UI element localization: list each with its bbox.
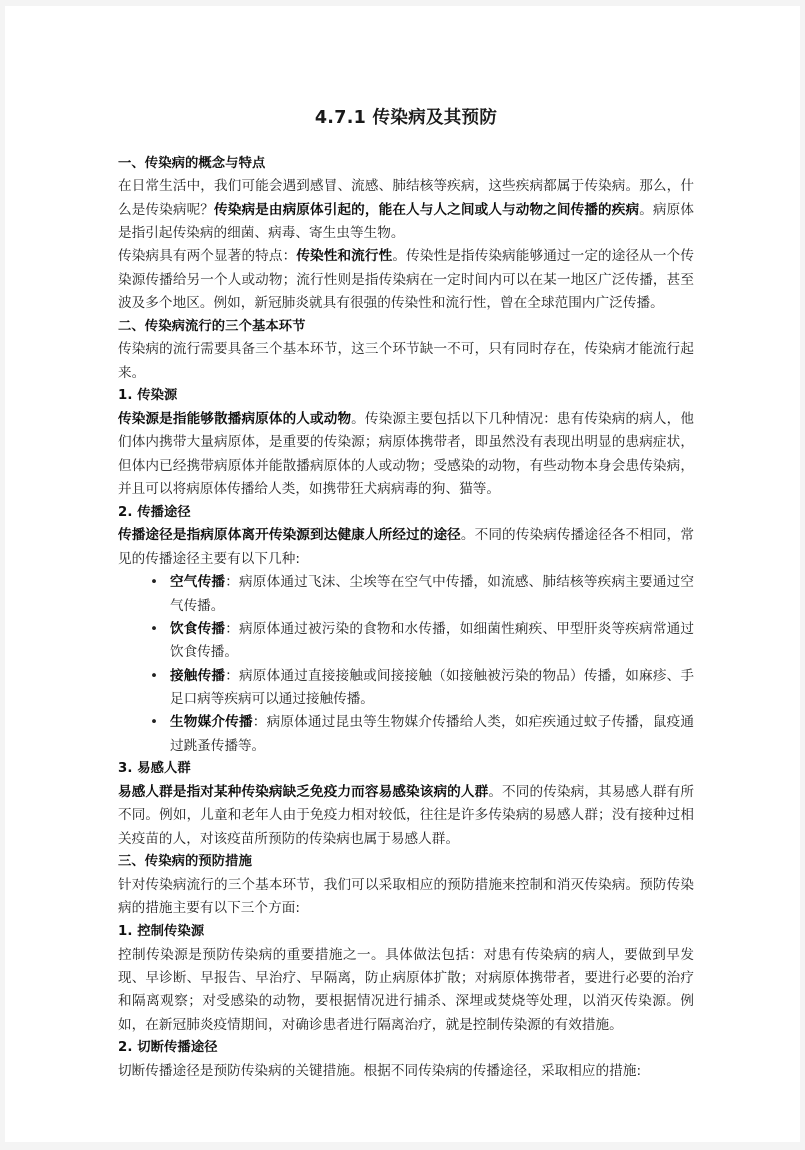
subsection-heading: 3. 易感人群 [118,761,191,777]
body-text: 切断传播途径是预防传染病的关键措施。根据不同传染病的传播途径，采取相应的措施: [118,1063,642,1079]
list-item-text: ：病原体通过飞沫、尘埃等在空气中传播，如流感、肺结核等疾病主要通过空气传播。 [170,574,695,614]
list-item-text: ：病原体通过昆虫等生物媒介传播给人类，如疟疾通过蚊子传播，鼠疫通过跳蚤传播等。 [170,714,695,754]
paragraph [118,524,694,571]
body-text: 在日常生活中，我们可能会遇到感冒、流感、肺结核等疾病，这些疾病都属于传染病。那么，什么是传染病呢？ [118,178,694,218]
subsection-heading: 2. 传播途径 [118,504,191,520]
body-text: 。病原体是指引起传染病的细菌、病毒、寄生虫等生物。 [118,201,694,242]
list-item [118,618,694,665]
list-item-text: ：病原体通过直接接触或间接接触（如接触被污染的物品）传播，如麻疹、手足口病等疾病可以通过接触传播。 [170,667,695,708]
bullet-dot-icon: • [150,574,159,591]
body-text: 控制传染源是预防传染病的重要措施之一。具体做法包括：对患有传染病的病人，要做到早发现、早诊断、早报告、早治疗、早隔离，防止病原体扩散；对病原体携带者，要进行必要的治疗和隔离观察；对受感染的动物，要根据情况进行捕杀、深埋或焚烧等处理，以消灭传染源。例如，在新冠肺炎疫情期间，对确诊患者进行隔离治疗，就是控制传染源的有效措施。 [118,946,694,1033]
subsection-heading: 1. 控制传染源 [118,923,205,939]
list-item-text: ：病原体通过被污染的食物和水传播，如细菌性痢疾、甲型肝炎等疾病常通过饮食传播。 [170,620,695,661]
bullet-dot-icon: • [150,714,159,731]
bullet-dot-icon: • [150,667,159,684]
emphasis-text: 易感人群是指对某种传染病缺乏免疫力而容易感染该病的人群 [118,784,489,801]
document-page [5,6,800,1142]
emphasis-text: 传播途径是指病原体离开传染源到达健康人所经过的途径 [118,527,461,544]
body-text: 传染病具有两个显著的特点： [118,248,297,265]
list-item-term: 生物媒介传播 [170,714,253,731]
section-heading: 二、传染病流行的三个基本环节 [118,318,306,334]
paragraph [118,1060,694,1083]
list-item-term: 接触传播 [170,667,226,684]
paragraph [118,175,694,245]
document-body [118,153,694,1084]
subsection-heading: 1. 传染源 [118,388,178,404]
emphasis-text: 传染源是指能够散播病原体的人或动物 [118,411,352,428]
emphasis-text: 传染性和流行性 [296,248,393,265]
list-item [118,665,694,712]
bullet-dot-icon: • [150,620,159,637]
list-item [118,711,694,758]
page-title: 4.7.1 传染病及其预防 [314,108,498,128]
body-text: 传染病的流行需要具备三个基本环节，这三个环节缺一不可，只有同时存在，传染病才能流行起来。 [118,341,694,381]
section-heading: 一、传染病的概念与特点 [118,155,266,171]
document-content [118,106,694,1083]
paragraph [118,408,694,502]
subsection-heading: 2. 切断传播途径 [118,1040,218,1056]
section-heading: 三、传染病的预防措施 [118,854,252,870]
list-item-term: 空气传播 [170,574,226,591]
body-text: 。不同的传染病，其易感人群有所不同。例如，儿童和老年人由于免疫力相对较低，往往是许多传染病的易感人群；没有接种过相关疫苗的人，对该疫苗所预防的传染病也属于易感人群。 [118,784,694,847]
list-item-term: 饮食传播 [170,620,226,637]
body-text: 。传染性是指传染病能够通过一定的途径从一个传染源传播给另一个人或动物；流行性则是指传染病在一定时间内可以在某一地区广泛传播，甚至波及多个地区。例如，新冠肺炎就具有很强的传染性和流行性，曾在全球范围内广泛传播。 [118,248,694,312]
bullet-list [118,571,694,758]
paragraph [118,245,694,315]
body-text: 。传染源主要包括以下几种情况：患有传染病的病人，他们体内携带大量病原体，是重要的传染源；病原体携带者，即虽然没有表现出明显的患病症状，但体内已经携带病原体并能散播病原体的人或动物；受感染的动物，有些动物本身会患传染病，并且可以将病原体传播给人类，如携带狂犬病病毒的狗、猫等。 [118,411,694,498]
paragraph [118,944,694,1038]
emphasis-text: 传染病是由病原体引起的，能在人与人之间或人与动物之间传播的疾病 [214,201,640,218]
body-text: 针对传染病流行的三个基本环节，我们可以采取相应的预防措施来控制和消灭传染病。预防传染病的措施主要有以下三个方面: [118,877,694,917]
paragraph [118,781,694,851]
list-item [118,571,694,618]
paragraph [118,338,694,385]
paragraph [118,874,694,921]
body-text: 。不同的传染病传播途径各不相同，常见的传播途径主要有以下几种: [118,527,695,567]
